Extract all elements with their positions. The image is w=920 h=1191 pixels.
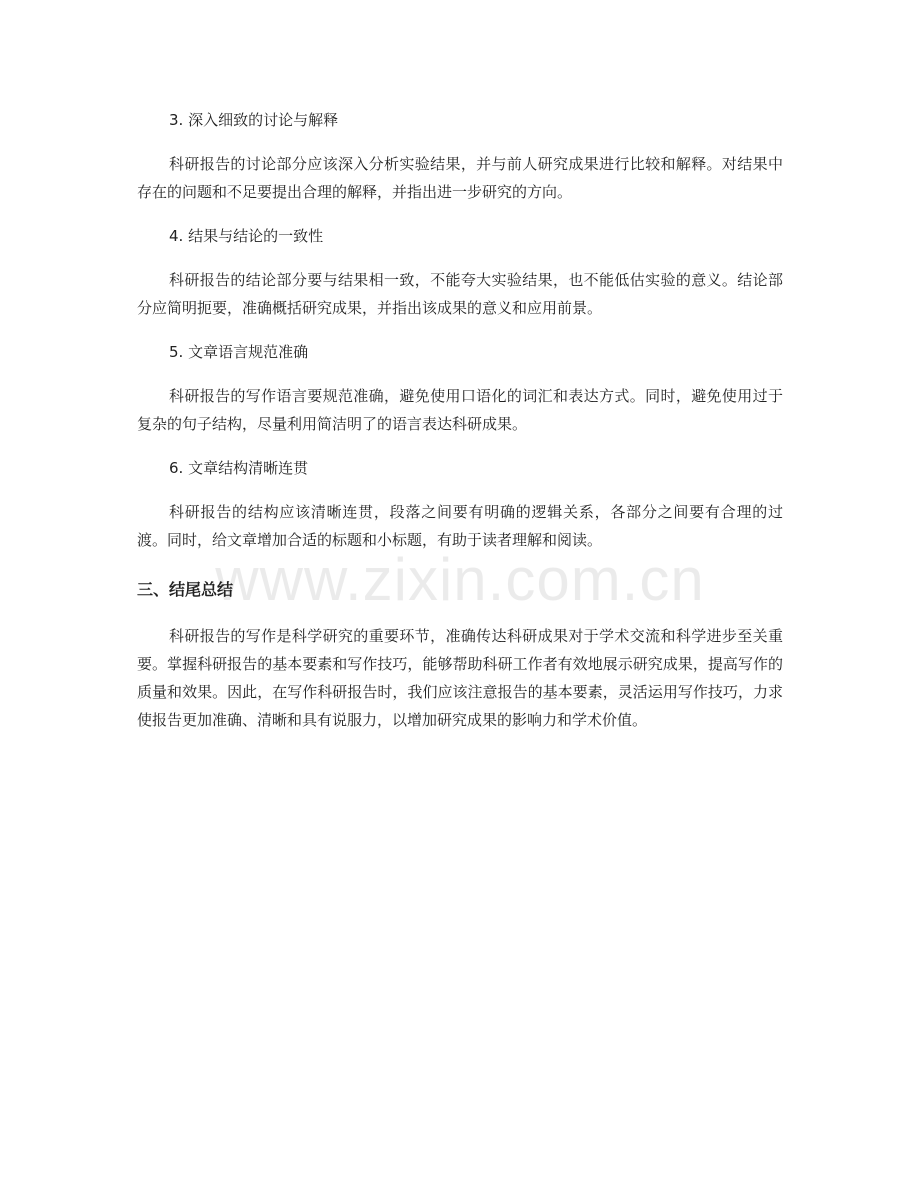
subheading-5: 5. 文章语言规范准确 [169, 343, 309, 361]
summary-paragraph: 科研报告的写作是科学研究的重要环节，准确传达科研成果对于学术交流和科学进步至关重要。掌握科研报告的基本要素和写作技巧，能够帮助科研工作者有效地展示研究成果，提高写作的质量和效果。因此，在写作科研报告时，我们应该注意报告的基本要素，灵活运用写作技巧，力求使报告更加准确、清晰和具有说服力，以增加研究成果的影响力和学术价值。 [137, 627, 783, 729]
paragraph-5: 科研报告的写作语言要规范准确，避免使用口语化的词汇和表达方式。同时，避免使用过于复杂的句子结构，尽量利用简洁明了的语言表达科研成果。 [137, 387, 783, 433]
watermark: www.zixin.com.cn [215, 546, 705, 613]
paragraph-6: 科研报告的结构应该清晰连贯，段落之间要有明确的逻辑关系，各部分之间要有合理的过渡。同时，给文章增加合适的标题和小标题，有助于读者理解和阅读。 [137, 503, 783, 549]
subheading-3: 3. 深入细致的讨论与解释 [169, 111, 339, 129]
subheading-6: 6. 文章结构清晰连贯 [169, 459, 309, 477]
subheading-4: 4. 结果与结论的一致性 [169, 227, 324, 245]
section-title: 三、结尾总结 [137, 580, 234, 599]
document-body [137, 106, 783, 750]
paragraph-4: 科研报告的结论部分要与结果相一致，不能夸大实验结果，也不能低估实验的意义。结论部分应简明扼要，准确概括研究成果，并指出该成果的意义和应用前景。 [137, 271, 783, 317]
paragraph-3: 科研报告的讨论部分应该深入分析实验结果，并与前人研究成果进行比较和解释。对结果中存在的问题和不足要提出合理的解释，并指出进一步研究的方向。 [137, 155, 783, 201]
